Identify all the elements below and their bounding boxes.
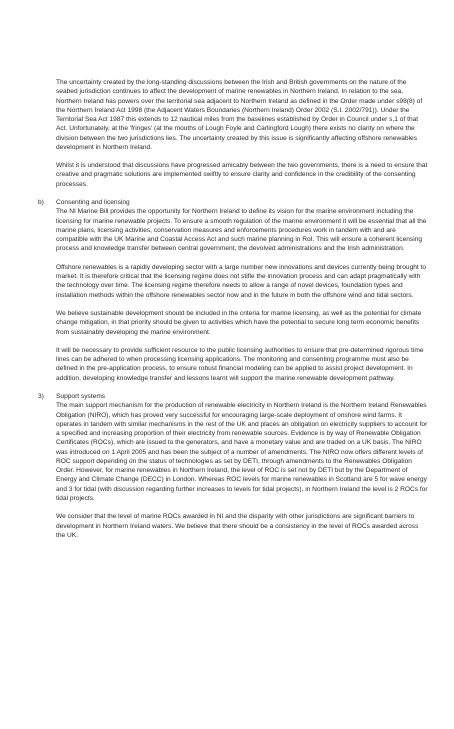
section-title: Support systems (56, 393, 106, 401)
intro-paragraph-2: Whilst it is understood that discussions have progressed amicably between the two governments, there is a need to ensure that creative and pragmatic solutions are implemented swiftly to ensure clarity and confidence in the credibility of the consenting processes. (56, 162, 428, 188)
intro-paragraph-1: The uncertainty created by the long-standing discussions between the Irish and British governments on the nature of the seabed jurisdiction continues to affect the development of marine renewables in Northern Ireland. In relation to the sea, Northern Ireland has powers over the territorial sea adjacent to Northern Ireland as defined in the Order made under s98(8) of the Northern Ireland Act 1998 (the Adjacent Waters Boundaries (Northern Ireland) Order 2002 (S.I. 2002/791)). Under the Territorial Sea Act 1987 this extends to 12 nautical miles from the baselines established by Order in Council under s.1 of that Act. Unfortunately, at the 'fringes' (at the mouths of Lough Foyle and Carlingford Lough) there exists no clarity on where the division between the two jurisdictions lies. The uncertainty created by this issue is significantly affecting offshore renewables development in Northern Ireland. (56, 79, 423, 151)
section-marker: 3) (38, 393, 44, 401)
section-paragraph: We believe sustainable development should be included in the criteria for marine licensing, as well as the potential for climate change mitigation, in that priority should be given to activities which have the potential to secure long term economic benefits from sustainably developing the marine environment. (56, 310, 422, 336)
section-paragraph: It will be necessary to provide sufficient resource to the public licensing authorities to ensure that pre-determined rigorous time lines can be adhered to when processing licensing applications. The monitoring and consenting programme must also be defined in the pre-application process, to ensure robust financial modeling can be applied to assist project development. In addition, developing knowledge transfer and lessons learnt will support the marine renewable development pathway. (56, 346, 424, 382)
section-support-systems (38, 392, 428, 540)
section-marker: b) (38, 199, 44, 207)
document-body (38, 78, 428, 549)
section-title: Consenting and licensing (56, 199, 130, 207)
section-paragraph: The main support mechanism for the production of renewable electricity in Northern Ireland is the Northern Ireland Renewables Obligation (NIRO), which has proved very successful for encouraging large-scale deployment of onshore wind farms. It operates in tandem with similar mechanisms in the rest of the UK and places an obligation on electricity suppliers to account for a specified and increasing proportion of their electricity from renewable sources. Evidence is by way of Renewable Obligation Certificates (ROCs), which are issued to the generators, and have a monetary value and are traded on a UK basis. The NIRO was introduced on 1 April 2005 and has been the subject of a number of amendments. The NIRO now offers different levels of ROC support depending on the status of technologies as set by DETI, through amendments to the Renewables Obligation Order. However, for marine renewables in Northern Ireland, the level of ROC is set not by DETI but by the Department of Energy and Climate Change (DECC) in London. Whereas ROC levels for marine renewables in Scotland are 5 for wave energy and 3 for tidal (with discussion regarding further increases to levels for tidal projects), in Northern Ireland the level is 2 ROCs for tidal projects. (56, 402, 428, 502)
section-consenting-licensing (38, 198, 428, 383)
section-heading (38, 198, 428, 207)
section-paragraph: Offshore renewables is a rapidly developing sector with a large number new innovations and devices currently being brought to market. It is therefore critical that the licensing regime does not stifle the innovation process and can adapt pragmatically with the technology over time. The licensing regime therefore needs to allow a range of novel devices, foundation types and installation methods within the offshore renewables sector now and in the future in both the offshore wind and tidal sectors. (56, 263, 427, 299)
section-paragraph: We consider that the level of marine ROCs awarded in NI and the disparity with other jurisdictions are significant barriers to development in Northern Ireland waters. We believe that there should be a consistency in the level of ROCs awarded across the UK. (56, 513, 419, 539)
section-heading (38, 392, 428, 401)
section-paragraph: The NI Marine Bill provides the opportunity for Northern Ireland to define its vision for the marine environment including the licensing for marine renewable projects. To ensure a smooth regulation of the marine environment it will be essential that all the marine plans, licensing activities, conservation measures and enforcements procedures work in tandem with and are compatible with the UK Marine and Coastal Access Act and such marine planning in RoI. This will ensure a coherent licensing process and knowledge transfer between central government, the devolved administrations and the Irish administration. (56, 208, 427, 253)
